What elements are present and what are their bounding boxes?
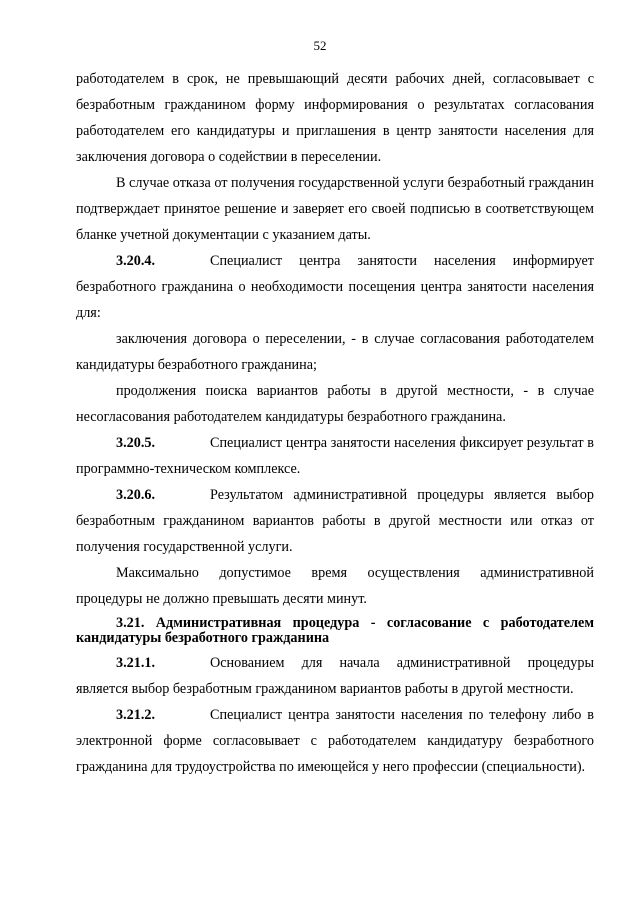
clause-number: 3.21.1. [116, 655, 156, 671]
clause-3-20-4: 3.20.4. Специалист центра занятости населения информирует безработного гражданина о необходимости посещения центра занятости населения для: [76, 248, 594, 326]
clause-3-20-6: 3.20.6. Результатом административной процедуры является выбор безработным гражданином вариантов работы в другой местности или отказ от получения государственной услуги. [76, 482, 594, 560]
clause-3-21-1: 3.21.1. Основанием для начала административной процедуры является выбор безработным гражданином вариантов работы в другой местности. [76, 650, 594, 702]
clause-number: 3.21.2. [116, 707, 156, 723]
list-item-contract: заключения договора о переселении, - в случае согласования работодателем кандидатуры безработного гражданина; [76, 331, 594, 373]
list-item-search: продолжения поиска вариантов работы в другой местности, - в случае несогласования работодателем кандидатуры безработного гражданина. [76, 383, 594, 425]
document-body [76, 66, 594, 780]
paragraph-continuation: работодателем в срок, не превышающий десяти рабочих дней, согласовывает с безработным гражданином форму информирования о результатах согласования работодателем его кандидатуры и приглашения в центр занятости населения для заключения договора о содействии в переселении. [76, 71, 594, 165]
paragraph-max-time: Максимально допустимое время осуществления административной процедуры не должно превышать десяти минут. [76, 565, 594, 607]
clause-number: 3.20.4. [116, 253, 156, 269]
paragraph-refusal: В случае отказа от получения государственной услуги безработный гражданин подтверждает принятое решение и заверяет его своей подписью в соответствующем бланке учетной документации с указанием даты. [76, 175, 594, 243]
clause-number: 3.20.6. [116, 487, 156, 503]
clause-3-20-5: 3.20.5. Специалист центра занятости населения фиксирует результат в программно-техническом комплексе. [76, 430, 594, 482]
clause-3-21-2: 3.21.2. Специалист центра занятости населения по телефону либо в электронной форме согласовывает с работодателем кандидатуру безработного гражданина для трудоустройства по имеющейся у него профессии (специальности). [76, 702, 594, 780]
clause-number: 3.20.5. [116, 435, 156, 451]
page-number: 52 [313, 38, 327, 53]
section-heading-3-21: 3.21. Административная процедура - согласование с работодателем кандидатуры безработного гражданина [76, 615, 594, 646]
